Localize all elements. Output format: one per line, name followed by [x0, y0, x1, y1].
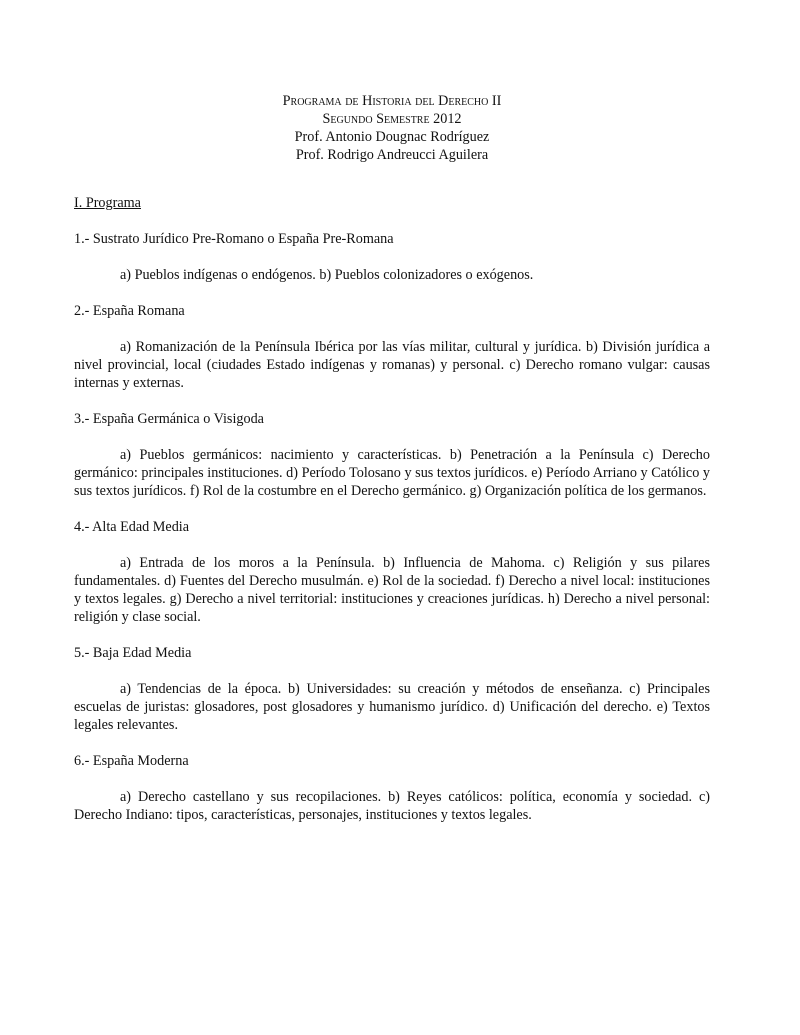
professor-2: Prof. Rodrigo Andreucci Aguilera	[295, 147, 489, 163]
topic-4	[74, 518, 710, 626]
topic-title: 2.- España Romana	[74, 303, 185, 319]
topic-5	[74, 644, 710, 734]
topic-1	[74, 230, 710, 284]
topic-2	[74, 302, 710, 392]
course-title: Programa de Historia del Derecho II	[282, 93, 502, 109]
document-page	[74, 92, 710, 842]
semester-line: Segundo Semestre 2012	[322, 111, 462, 127]
topic-title: 3.- España Germánica o Visigoda	[74, 411, 264, 427]
topic-body: a) Derecho castellano y sus recopilaciones. b) Reyes católicos: política, economía y sociedad. c) Derecho Indiano: tipos, características, personajes, instituciones y textos legales.	[74, 789, 710, 823]
topic-title: 5.- Baja Edad Media	[74, 645, 192, 661]
topic-6	[74, 752, 710, 824]
professor-1: Prof. Antonio Dougnac Rodríguez	[294, 129, 490, 145]
section-heading: I. Programa	[74, 195, 141, 211]
topic-body: a) Entrada de los moros a la Península. b) Influencia de Mahoma. c) Religión y sus pilares fundamentales. d) Fuentes del Derecho musulmán. e) Rol de la sociedad. f) Derecho a nivel local: instituciones y textos legales. g) Derecho a nivel territorial: instituciones y creaciones jurídicas. h) Derecho a nivel personal: religión y clase social.	[74, 555, 710, 625]
topic-title: 4.- Alta Edad Media	[74, 519, 190, 535]
topic-3	[74, 410, 710, 500]
topic-body: a) Romanización de la Península Ibérica por las vías militar, cultural y jurídica. b) División jurídica a nivel provincial, local (ciudades Estado indígenas y romanas) y personal. c) Derecho romano vulgar: causas internas y externas.	[74, 339, 710, 391]
document-header	[74, 92, 710, 164]
topic-title: 1.- Sustrato Jurídico Pre-Romano o España Pre-Romana	[74, 231, 394, 247]
topic-title: 6.- España Moderna	[74, 753, 189, 769]
topic-body: a) Pueblos germánicos: nacimiento y características. b) Penetración a la Península c) Derecho germánico: principales instituciones. d) Período Tolosano y sus textos jurídicos. e) Período Arriano y Católico y sus textos jurídicos. f) Rol de la costumbre en el Derecho germánico. g) Organización política de los germanos.	[74, 447, 710, 499]
topic-body: a) Pueblos indígenas o endógenos. b) Pueblos colonizadores o exógenos.	[120, 267, 534, 283]
topic-body: a) Tendencias de la época. b) Universidades: su creación y métodos de enseñanza. c) Principales escuelas de juristas: glosadores, post glosadores y humanismo jurídico. d) Unificación del derecho. e) Textos legales relevantes.	[74, 681, 710, 733]
